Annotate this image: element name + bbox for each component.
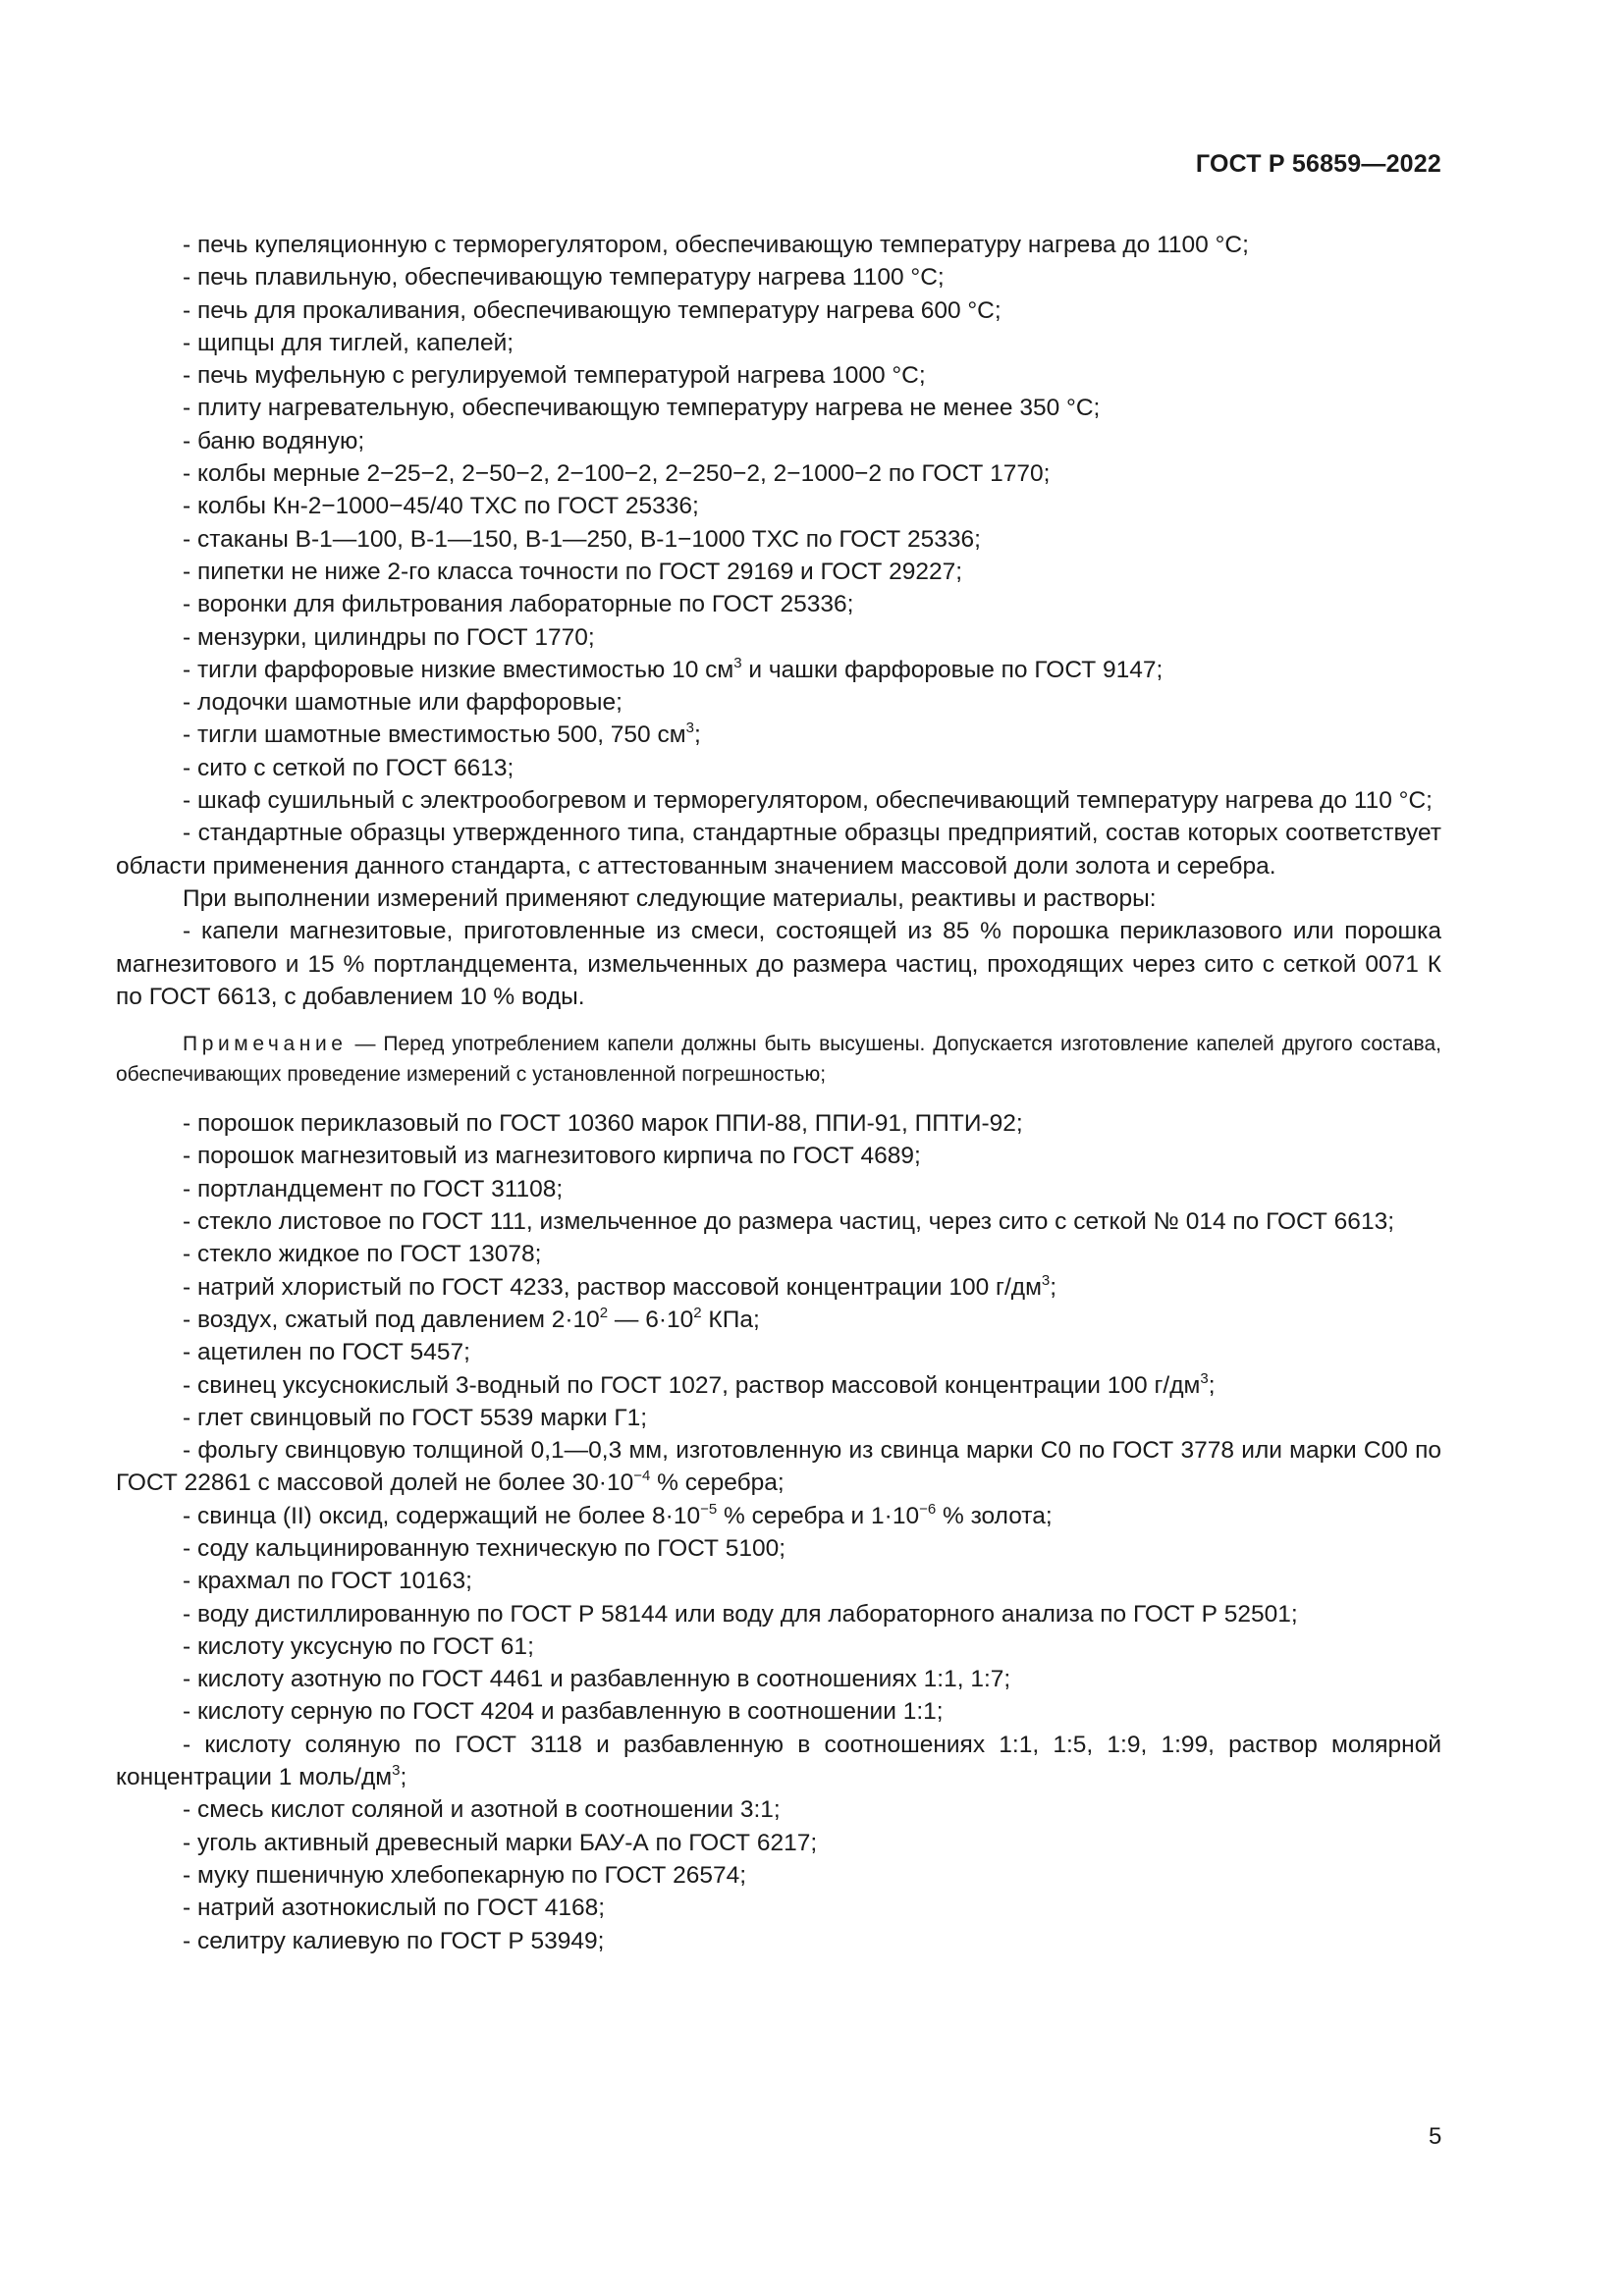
list-item: - стекло жидкое по ГОСТ 13078; (183, 1241, 542, 1268)
item-text: % серебра и 1·10 (717, 1502, 920, 1529)
list-item (116, 1369, 1441, 1402)
superscript: 2 (693, 1304, 702, 1321)
list-item: - плиту нагревательную, обеспечивающую температуру нагрева не менее 350 °С; (183, 395, 1101, 422)
list-item: - соду кальцинированную техническую по ГОСТ 5100; (183, 1534, 786, 1562)
list-item: - кислоту серную по ГОСТ 4204 и разбавленную в соотношении 1:1; (183, 1698, 944, 1726)
note-text: — Перед употреблением капели должны быть высушены. Допускается изготовление капелей другого состава, обеспечивающих проведение измерений с установленной погрешностью; (116, 1033, 1441, 1087)
list-item: - печь муфельную с регулируемой температурой нагрева 1000 °С; (183, 362, 926, 390)
item-text: ; (1050, 1273, 1057, 1301)
superscript: −6 (919, 1500, 937, 1518)
list-item: - сито с сеткой по ГОСТ 6613; (183, 754, 514, 781)
list-item: - шкаф сушильный с электрообогревом и терморегулятором, обеспечивающий температуру нагрева до 110 °С; (183, 787, 1433, 815)
item-text: - свинца (II) оксид, содержащий не более 8·10 (183, 1502, 701, 1529)
superscript: 3 (1200, 1369, 1209, 1387)
item-text: ; (400, 1764, 407, 1791)
list-item: - порошок периклазовый по ГОСТ 10360 марок ППИ-88, ППИ-91, ППТИ-92; (183, 1110, 1023, 1138)
list-item: - кислоту азотную по ГОСТ 4461 и разбавленную в соотношениях 1:1, 1:7; (183, 1666, 1011, 1693)
item-text: - тигли фарфоровые низкие вместимостью 10 см (183, 656, 734, 683)
list-item: - глет свинцовый по ГОСТ 5539 марки Г1; (183, 1404, 648, 1431)
item-text: - кислоту соляную по ГОСТ 3118 и разбавленную в соотношениях 1:1, 1:5, 1:9, 1:99, раствор молярной концентрации 1 моль/дм (116, 1731, 1441, 1791)
list-item: - стандартные образцы утвержденного типа, стандартные образцы предприятий, состав которых соответствует области применения данного стандарта, с аттестованным значением массовой доли золота и серебра. (116, 820, 1441, 880)
item-text: ; (1208, 1371, 1216, 1399)
document-body (116, 229, 1441, 1957)
item-text: и чашки фарфоровые по ГОСТ 9147; (741, 656, 1164, 683)
list-item: - печь купеляционную с терморегулятором, обеспечивающую температуру нагрева до 1100 °С; (183, 232, 1249, 258)
list-item: - портландцемент по ГОСТ 31108; (183, 1175, 564, 1202)
list-item: - ацетилен по ГОСТ 5457; (183, 1339, 470, 1366)
item-text: КПа; (701, 1306, 760, 1333)
list-item (116, 1304, 1441, 1336)
item-text: % золота; (936, 1502, 1053, 1529)
list-item: - лодочки шамотные или фарфоровые; (183, 689, 623, 717)
note-label: Примечание (183, 1033, 348, 1056)
list-item: - колбы Кн-2−1000−45/40 ТХС по ГОСТ 25336; (183, 493, 699, 520)
list-item: - кислоту уксусную по ГОСТ 61; (183, 1632, 534, 1660)
list-item: - уголь активный древесный марки БАУ-А по ГОСТ 6217; (183, 1829, 818, 1856)
list-item: - крахмал по ГОСТ 10163; (183, 1568, 472, 1595)
list-item (116, 1271, 1441, 1304)
list-item (116, 1434, 1441, 1500)
list-item: - пипетки не ниже 2-го класса точности по ГОСТ 29169 и ГОСТ 29227; (183, 558, 963, 585)
superscript: 3 (733, 654, 742, 671)
superscript: −4 (633, 1468, 651, 1485)
list-item: - муку пшеничную хлебопекарную по ГОСТ 26574; (183, 1861, 747, 1889)
list-item: - печь плавильную, обеспечивающую температуру нагрева 1100 °С; (183, 264, 945, 292)
list-item: - баню водяную; (183, 427, 365, 454)
list-item (116, 1500, 1441, 1532)
item-text: - фольгу свинцовую толщиной 0,1—0,3 мм, изготовленную из свинца марки С0 по ГОСТ 3778 или марки С00 по ГОСТ 22861 с массовой долей не более 30·10 (116, 1437, 1441, 1497)
list-item: - смесь кислот соляной и азотной в соотношении 3:1; (183, 1796, 781, 1824)
item-text: ; (693, 721, 701, 749)
document-header: ГОСТ Р 56859—2022 (1195, 150, 1441, 178)
item-text: - свинец уксуснокислый 3-водный по ГОСТ 1027, раствор массовой концентрации 100 г/дм (183, 1371, 1201, 1399)
list-item: - колбы мерные 2−25−2, 2−50−2, 2−100−2, 2−250−2, 2−1000−2 по ГОСТ 1770; (183, 460, 1051, 488)
list-item: - капели магнезитовые, приготовленные из смеси, состоящей из 85 % порошка периклазового или порошка магнезитового и 15 % портландцемента, измельченных до размера частиц, проходящих через сито с сеткой 0071 К по ГОСТ 6613, с добавлением 10 % воды. (116, 918, 1441, 1010)
superscript: 3 (392, 1762, 401, 1780)
section-intro: При выполнении измерений применяют следующие материалы, реактивы и растворы: (183, 884, 1157, 912)
list-item (116, 654, 1441, 686)
list-item: - стаканы В-1—100, В-1—150, В-1—250, В-1−1000 ТХС по ГОСТ 25336; (183, 525, 981, 553)
superscript: 3 (1041, 1271, 1051, 1289)
list-item: - селитру калиевую по ГОСТ Р 53949; (183, 1927, 605, 1954)
superscript: 3 (685, 720, 694, 737)
list-item: - щипцы для тиглей, капелей; (183, 329, 514, 356)
list-item: - порошок магнезитовый из магнезитового кирпича по ГОСТ 4689; (183, 1143, 921, 1170)
item-text: - натрий хлористый по ГОСТ 4233, раствор массовой концентрации 100 г/дм (183, 1273, 1042, 1301)
superscript: 2 (599, 1304, 609, 1321)
list-item: - воду дистиллированную по ГОСТ Р 58144 или воду для лабораторного анализа по ГОСТ Р 52501; (183, 1600, 1298, 1628)
item-text: - тигли шамотные вместимостью 500, 750 см (183, 721, 686, 749)
list-item: - печь для прокаливания, обеспечивающую температуру нагрева 600 °С; (183, 296, 1001, 324)
list-item (116, 1729, 1441, 1794)
item-text: - воздух, сжатый под давлением 2·10 (183, 1306, 600, 1333)
page-number: 5 (1429, 2123, 1442, 2150)
list-item (116, 719, 1441, 751)
list-item: - натрий азотнокислый по ГОСТ 4168; (183, 1895, 606, 1922)
superscript: −5 (700, 1500, 718, 1518)
item-text: — 6·10 (608, 1306, 694, 1333)
list-item: - стекло листовое по ГОСТ 111, измельченное до размера частиц, через сито с сеткой № 014 по ГОСТ 6613; (183, 1208, 1394, 1236)
list-item: - мензурки, цилиндры по ГОСТ 1770; (183, 623, 595, 651)
list-item: - воронки для фильтрования лабораторные по ГОСТ 25336; (183, 591, 854, 618)
item-text: % серебра; (650, 1469, 785, 1497)
note (116, 1029, 1441, 1090)
